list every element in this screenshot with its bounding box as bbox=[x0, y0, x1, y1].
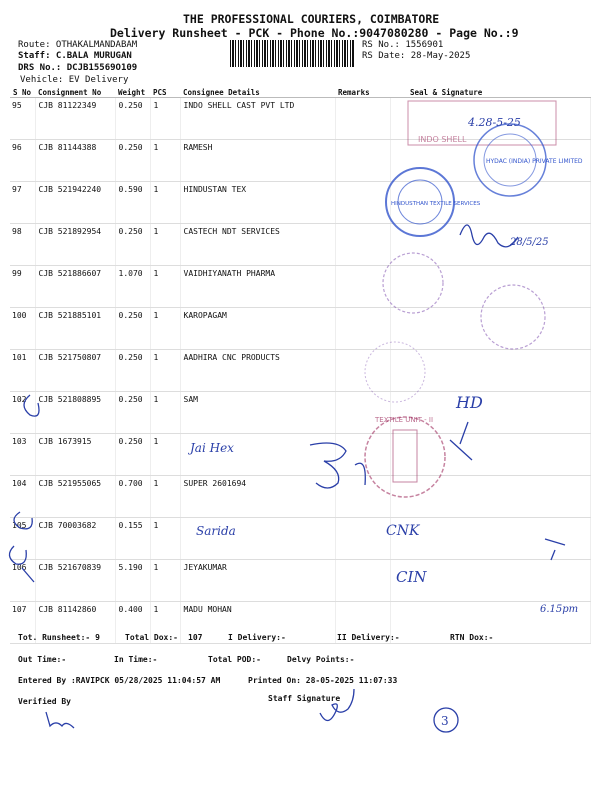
cell-weight: 0.250 bbox=[115, 224, 150, 266]
cell-pcs: 1 bbox=[150, 98, 180, 140]
textile-unit-stamp-text: TEXTILE UNIT - II bbox=[375, 416, 434, 424]
col-sno: S No bbox=[10, 87, 35, 98]
drs-no: DRS No.: DCJB15569O109 bbox=[18, 63, 138, 73]
route: Route: OTHAKALMANDABAM bbox=[18, 40, 138, 50]
vehicle: Vehicle: EV Delivery bbox=[20, 75, 129, 85]
cell-consignment: CJB 521750807 bbox=[35, 350, 115, 392]
cell-pcs: 1 bbox=[150, 476, 180, 518]
cell-pcs: 1 bbox=[150, 560, 180, 602]
cell-weight: 0.250 bbox=[115, 350, 150, 392]
verified-by: Verified By bbox=[18, 697, 71, 706]
cell-weight: 1.070 bbox=[115, 266, 150, 308]
printed-on: Printed On: 28-05-2025 11:07:33 bbox=[248, 676, 398, 685]
cell-sno: 96 bbox=[10, 140, 35, 182]
cell-weight: 0.250 bbox=[115, 140, 150, 182]
cell-weight: 0.250 bbox=[115, 392, 150, 434]
cell-weight: 0.250 bbox=[115, 434, 150, 476]
cell-sno: 95 bbox=[10, 98, 35, 140]
cell-sno: 107 bbox=[10, 602, 35, 644]
cell-sno: 106 bbox=[10, 560, 35, 602]
cell-pcs: 1 bbox=[150, 350, 180, 392]
cell-consignment: CJB 521886607 bbox=[35, 266, 115, 308]
cell-weight: 5.190 bbox=[115, 560, 150, 602]
col-remarks: Remarks bbox=[335, 87, 390, 98]
ii-delivery: II Delivery:- bbox=[337, 633, 400, 642]
cell-weight: 0.250 bbox=[115, 308, 150, 350]
cell-consignment: CJB 521885101 bbox=[35, 308, 115, 350]
cell-pcs: 1 bbox=[150, 140, 180, 182]
cell-pcs: 1 bbox=[150, 602, 180, 644]
entered-by: Entered By :RAVIPCK 05/28/2025 11:04:57 AM bbox=[18, 676, 221, 685]
purple-stamp-100 bbox=[481, 285, 545, 349]
cell-consignment: CJB 521955065 bbox=[35, 476, 115, 518]
cell-consignment: CJB 521892954 bbox=[35, 224, 115, 266]
hw-row107-time: 6.15pm bbox=[540, 604, 579, 615]
cell-consignee: JEYAKUMAR bbox=[180, 560, 335, 602]
total-pod: Total POD:- bbox=[208, 655, 261, 664]
cell-sno: 102 bbox=[10, 392, 35, 434]
cell-consignment: CJB 521808895 bbox=[35, 392, 115, 434]
cell-sno: 103 bbox=[10, 434, 35, 476]
cell-sno: 97 bbox=[10, 182, 35, 224]
handwritten-signatures bbox=[9, 225, 565, 728]
cell-weight: 0.155 bbox=[115, 518, 150, 560]
textile-unit-stamp bbox=[365, 417, 445, 497]
cell-consignee: CASTECH NDT SERVICES bbox=[180, 224, 335, 266]
cell-consignee: SAM bbox=[180, 392, 335, 434]
cell-pcs: 1 bbox=[150, 434, 180, 476]
rs-date: RS Date: 28-May-2025 bbox=[362, 51, 471, 61]
cell-weight: 0.590 bbox=[115, 182, 150, 224]
page-circle-number: 3 bbox=[441, 714, 449, 728]
hw-row105: Sarida bbox=[196, 524, 236, 538]
cell-consignee: MADU MOHAN bbox=[180, 602, 335, 644]
cell-pcs: 1 bbox=[150, 392, 180, 434]
tot-runsheet: Tot. Runsheet:- 9 bbox=[18, 633, 100, 642]
total-dox-value: 107 bbox=[188, 633, 203, 642]
cell-sno: 98 bbox=[10, 224, 35, 266]
staff: Staff: C.BALA MURUGAN bbox=[18, 51, 132, 61]
cell-consignment: CJB 70003682 bbox=[35, 518, 115, 560]
cell-pcs: 1 bbox=[150, 224, 180, 266]
purple-stamp-101 bbox=[365, 342, 425, 402]
cell-pcs: 1 bbox=[150, 308, 180, 350]
cell-consignee: AADHIRA CNC PRODUCTS bbox=[180, 350, 335, 392]
cell-consignment: CJB 81122349 bbox=[35, 98, 115, 140]
staff-signature: Staff Signature bbox=[268, 694, 341, 703]
runsheet-subtitle: Delivery Runsheet - PCK - Phone No.:9047080280 - Page No.:9 bbox=[110, 26, 519, 40]
cell-consignment: CJB 521942240 bbox=[35, 182, 115, 224]
col-pcs: PCS bbox=[150, 87, 180, 98]
col-consignee: Consignee Details bbox=[180, 87, 335, 98]
purple-stamp-99 bbox=[383, 253, 443, 313]
in-time: In Time:- bbox=[114, 655, 158, 664]
cell-consignment: CJB 81144388 bbox=[35, 140, 115, 182]
rtn-dox: RTN Dox:- bbox=[450, 633, 494, 642]
total-dox-label: Total Dox:- bbox=[125, 633, 178, 642]
cell-consignment: CJB 521670839 bbox=[35, 560, 115, 602]
cell-weight: 0.250 bbox=[115, 98, 150, 140]
hw-row102: HD bbox=[456, 393, 483, 412]
hw-row106: CIN bbox=[396, 568, 427, 586]
col-weight: Weight bbox=[115, 87, 150, 98]
hw-row103: Jai Hex bbox=[190, 441, 234, 455]
cell-consignee: VAIDHIYANATH PHARMA bbox=[180, 266, 335, 308]
cell-consignment: CJB 1673915 bbox=[35, 434, 115, 476]
cell-sno: 105 bbox=[10, 518, 35, 560]
indo-shell-stamp-text: INDO SHELL bbox=[418, 135, 467, 144]
company-title: THE PROFESSIONAL COURIERS, COIMBATORE bbox=[183, 12, 440, 26]
cell-consignee: RAMESH bbox=[180, 140, 335, 182]
hydac-stamp-text: HYDAC (INDIA) PRIVATE LIMITED bbox=[486, 158, 583, 165]
delvy-points: Delvy Points:- bbox=[287, 655, 355, 664]
col-seal: Seal & Signature bbox=[390, 87, 590, 98]
cell-sno: 100 bbox=[10, 308, 35, 350]
cell-pcs: 1 bbox=[150, 518, 180, 560]
cell-consignee: HINDUSTAN TEX bbox=[180, 182, 335, 224]
rs-no: RS No.: 1556901 bbox=[362, 40, 444, 50]
i-delivery: I Delivery:- bbox=[228, 633, 286, 642]
cell-sno: 101 bbox=[10, 350, 35, 392]
cell-consignee: INDO SHELL CAST PVT LTD bbox=[180, 98, 335, 140]
cell-consignee: KAROPAGAM bbox=[180, 308, 335, 350]
cell-consignee: SUPER 2601694 bbox=[180, 476, 335, 518]
out-time: Out Time:- bbox=[18, 655, 67, 664]
hw-row95-date: 4.28-5-25 bbox=[468, 116, 521, 129]
cell-weight: 0.400 bbox=[115, 602, 150, 644]
hindusthan-stamp-text: HINDUSTHAN TEXTILE SERVICES bbox=[391, 201, 481, 207]
cell-consignment: CJB 81142860 bbox=[35, 602, 115, 644]
hw-row105-cnk: CNK bbox=[386, 523, 420, 539]
cell-sno: 99 bbox=[10, 266, 35, 308]
col-consignment: Consignment No bbox=[35, 87, 115, 98]
hw-row99-date: 28/5/25 bbox=[510, 237, 549, 248]
cell-sno: 104 bbox=[10, 476, 35, 518]
cell-pcs: 1 bbox=[150, 182, 180, 224]
cell-pcs: 1 bbox=[150, 266, 180, 308]
cell-weight: 0.700 bbox=[115, 476, 150, 518]
